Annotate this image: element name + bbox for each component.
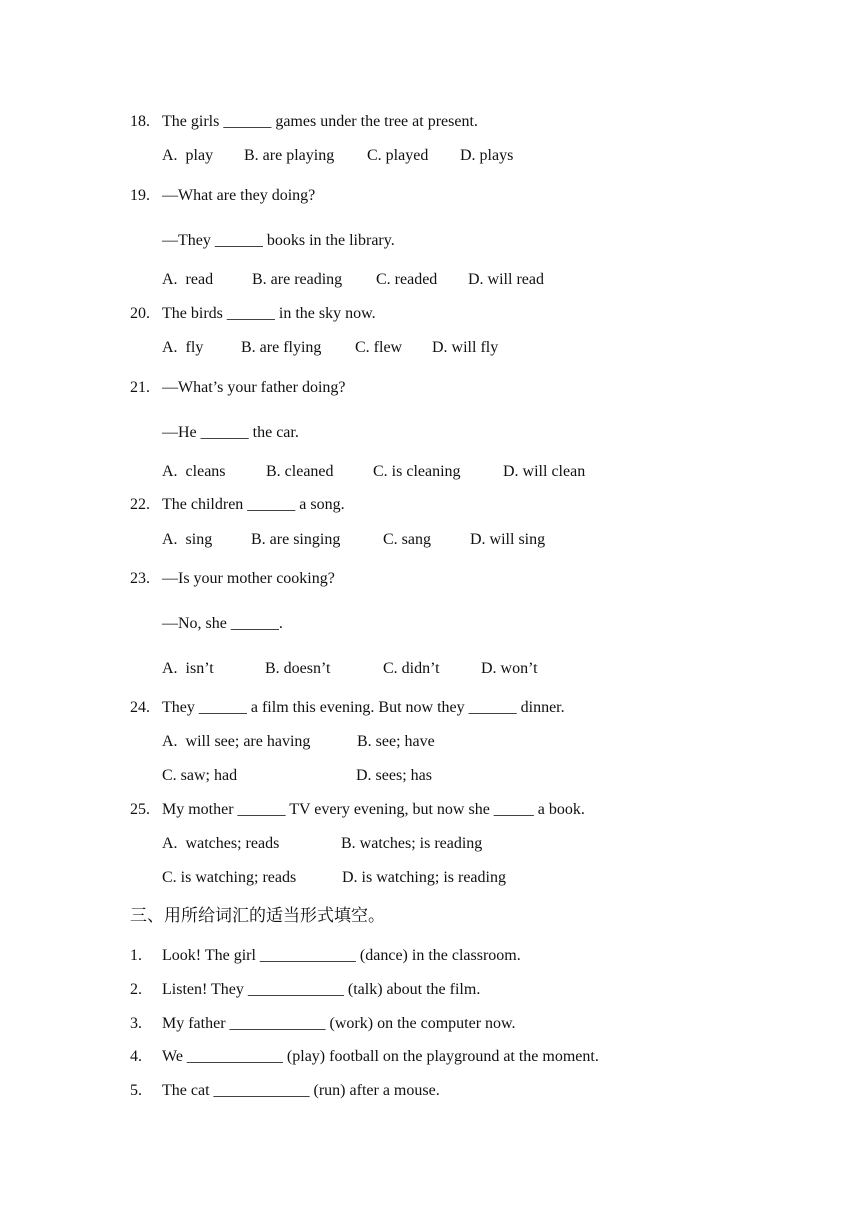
option-c: C. is cleaning	[373, 463, 461, 480]
question-stem: The children ______ a song.	[162, 496, 345, 513]
option-d: D. is watching; is reading	[342, 869, 506, 886]
option-c: C. saw; had	[162, 767, 238, 784]
fill-item-text: My father ____________ (work) on the computer now.	[162, 1015, 516, 1032]
option-a: A. play	[162, 147, 214, 164]
option-c: C. flew	[355, 339, 403, 356]
option-d: D. sees; has	[356, 767, 432, 784]
option-a: A. isn’t	[162, 660, 214, 677]
option-b: B. cleaned	[266, 463, 334, 480]
option-b: B. are flying	[241, 339, 322, 356]
question-stem: —What’s your father doing?	[162, 379, 346, 396]
option-d: D. will fly	[432, 339, 499, 356]
fill-item-number: 3.	[130, 1015, 142, 1032]
fill-item-number: 2.	[130, 981, 142, 998]
fill-item-number: 4.	[130, 1048, 142, 1065]
option-d: D. plays	[460, 147, 514, 164]
option-a: A. sing	[162, 531, 213, 548]
question-number: 22.	[130, 496, 150, 513]
question-number: 21.	[130, 379, 150, 396]
question-number: 23.	[130, 570, 150, 587]
fill-item-text: We ____________ (play) football on the playground at the moment.	[162, 1048, 599, 1065]
option-d: D. will sing	[470, 531, 546, 548]
option-c: C. readed	[376, 271, 438, 288]
question-response: —No, she ______.	[162, 615, 283, 632]
question-response: —He ______ the car.	[162, 424, 299, 441]
question-number: 25.	[130, 801, 150, 818]
option-d: D. won’t	[481, 660, 538, 677]
option-a: A. watches; reads	[162, 835, 280, 852]
option-d: D. will read	[468, 271, 544, 288]
question-number: 19.	[130, 187, 150, 204]
question-stem: The birds ______ in the sky now.	[162, 305, 376, 322]
question-stem: The girls ______ games under the tree at present.	[162, 113, 478, 130]
option-a: A. cleans	[162, 463, 226, 480]
fill-item-text: The cat ____________ (run) after a mouse.	[162, 1082, 440, 1099]
option-b: B. are singing	[251, 531, 341, 548]
option-c: C. didn’t	[383, 660, 440, 677]
fill-item-number: 5.	[130, 1082, 142, 1099]
option-b: B. see; have	[357, 733, 435, 750]
question-number: 18.	[130, 113, 150, 130]
option-b: B. are reading	[252, 271, 343, 288]
question-stem: My mother ______ TV every evening, but now she _____ a book.	[162, 801, 585, 818]
question-number: 24.	[130, 699, 150, 716]
option-a: A. read	[162, 271, 214, 288]
option-d: D. will clean	[503, 463, 586, 480]
question-stem: —Is your mother cooking?	[162, 570, 335, 587]
option-a: A. will see; are having	[162, 733, 311, 750]
option-c: C. played	[367, 147, 429, 164]
option-b: B. doesn’t	[265, 660, 331, 677]
fill-item-number: 1.	[130, 947, 142, 964]
option-b: B. watches; is reading	[341, 835, 483, 852]
question-response: —They ______ books in the library.	[162, 232, 395, 249]
section-title: 三、用所给词汇的适当形式填空。	[130, 906, 385, 926]
question-number: 20.	[130, 305, 150, 322]
question-stem: —What are they doing?	[162, 187, 316, 204]
question-stem: They ______ a film this evening. But now they ______ dinner.	[162, 699, 565, 716]
option-a: A. fly	[162, 339, 204, 356]
fill-item-text: Listen! They ____________ (talk) about the film.	[162, 981, 481, 998]
option-b: B. are playing	[244, 147, 335, 164]
option-c: C. is watching; reads	[162, 869, 297, 886]
option-c: C. sang	[383, 531, 431, 548]
fill-item-text: Look! The girl ____________ (dance) in the classroom.	[162, 947, 521, 964]
